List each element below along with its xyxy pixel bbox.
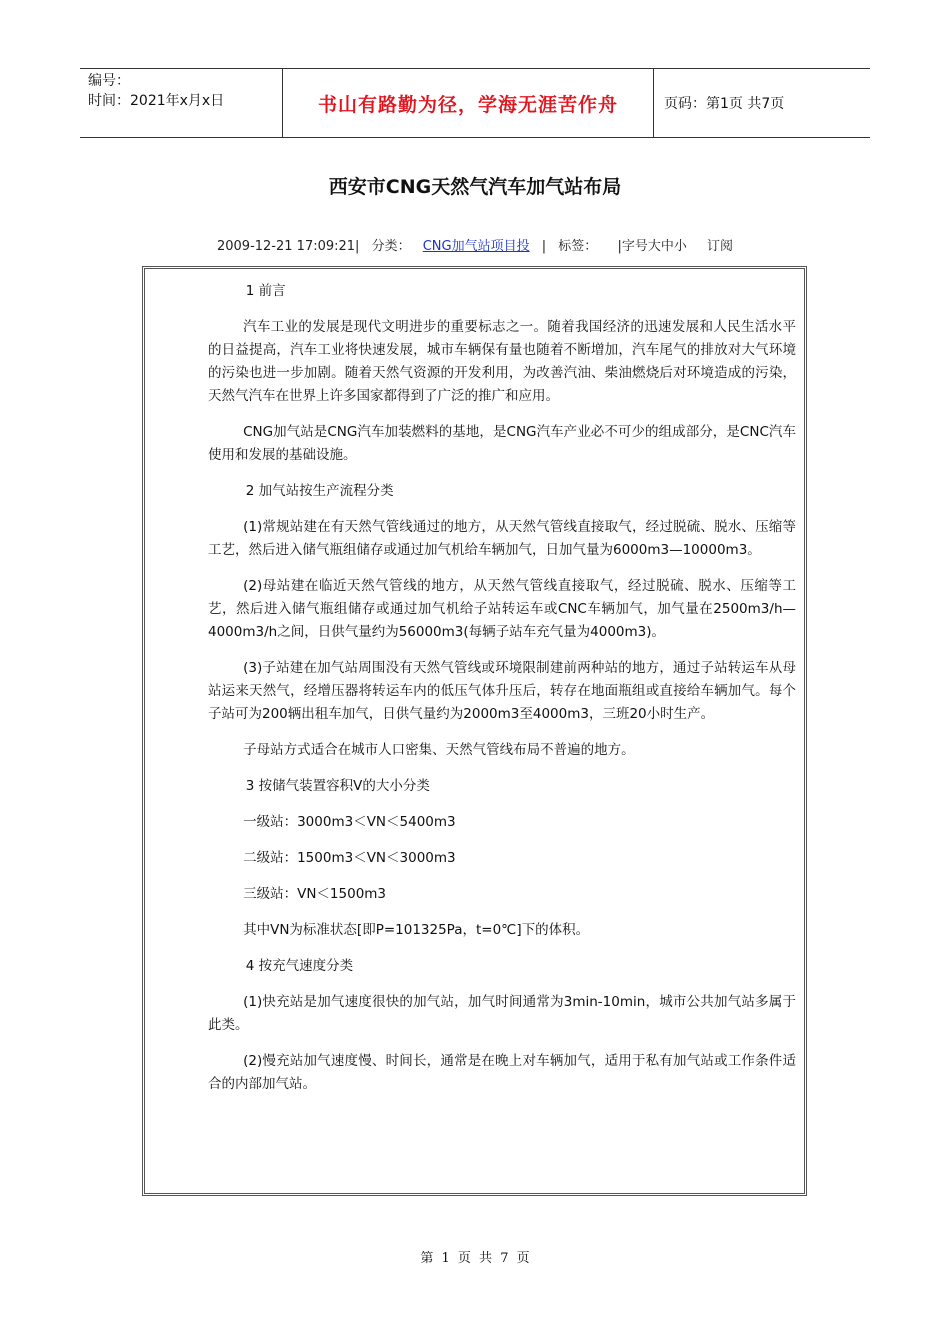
category-label: 分类：	[371, 239, 411, 254]
paragraph: (1)常规站建在有天然气管线通过的地方，从天然气管线直接取气，经过脱硫、脱水、压缩等工艺，然后进入储气瓶组储存或通过加气机给车辆加气，日加气量为6000m3—10000m3。	[208, 519, 796, 558]
page-number-cell	[654, 69, 870, 137]
category-link[interactable]: CNG加气站项目投	[422, 239, 530, 254]
page-footer: 第 1 页 共 7 页	[420, 1251, 530, 1266]
paragraph: 三级站：VN＜1500m3	[243, 886, 387, 902]
paragraph: (2)母站建在临近天然气管线的地方，从天然气管线直接取气，经过脱硫、脱水、压缩等工艺，然后进入储气瓶组储存或通过加气机给子站转运车或CNC车辆加气，加气量在2500m3/h—4000m3/h之间，日供气量约为56000m3(每辆子站车充气量为4000m3)。	[208, 578, 796, 640]
page-title: 西安市CNG天然气汽车加气站布局	[328, 176, 622, 198]
article-body	[208, 280, 796, 1109]
paragraph: (1)快充站是加气速度很快的加气站，加气时间通常为3min-10min，城市公共加气站多属于此类。	[208, 994, 796, 1033]
section-heading-2: 2 加气站按生产流程分类	[245, 483, 394, 499]
section-heading-3: 3 按储气装置容积V的大小分类	[245, 778, 430, 794]
paragraph: 其中VN为标准状态[即P=101325Pa，t=0℃]下的体积。	[243, 922, 590, 938]
post-datetime: 2009-12-21 17:09:21|	[216, 239, 360, 254]
tags-label: 标签：	[558, 239, 598, 254]
page-label: 页码：第1页 共7页	[664, 96, 785, 112]
paragraph: (2)慢充站加气速度慢、时间长，通常是在晚上对车辆加气，适用于私有加气站或工作条件适合的内部加气站。	[208, 1053, 796, 1092]
paragraph: 一级站：3000m3＜VN＜5400m3	[243, 814, 456, 830]
paragraph: 汽车工业的发展是现代文明进步的重要标志之一。随着我国经济的迅速发展和人民生活水平的日益提高，汽车工业将快速发展，城市车辆保有量也随着不断增加，汽车尾气的排放对大气环境的污染也进一步加剧。随着天然气资源的开发利用，为改善汽油、柴油燃烧后对环境造成的污染，天然气汽车在世界上许多国家都得到了广泛的推广和应用。	[208, 319, 796, 404]
paragraph: 二级站：1500m3＜VN＜3000m3	[243, 850, 456, 866]
article-meta	[0, 235, 950, 254]
header-info-cell	[80, 69, 282, 137]
paragraph: (3)子站建在加气站周围没有天然气管线或环境限制建前两种站的地方，通过子站转运车从母站运来天然气，经增压器将转运车内的低压气体升压后，转存在地面瓶组或直接给车辆加气。每个子站可为200辆出租车加气，日供气量约为2000m3至4000m3，三班20小时生产。	[208, 660, 796, 722]
meta-separator: |	[541, 239, 547, 254]
subscribe-link[interactable]: 订阅	[706, 239, 733, 254]
paragraph: CNG加气站是CNG汽车加装燃料的基地，是CNG汽车产业必不可少的组成部分，是CNC汽车使用和发展的基础设施。	[208, 424, 796, 463]
motto-cell	[282, 69, 654, 137]
paragraph: 子母站方式适合在城市人口密集、天然气管线布局不普遍的地方。	[243, 742, 635, 758]
section-heading-4: 4 按充气速度分类	[245, 958, 354, 974]
header-table	[80, 68, 870, 138]
font-size-control[interactable]: |字号大中小	[617, 239, 687, 254]
motto-text: 书山有路勤为径，学海无涯苦作舟	[317, 93, 618, 116]
time-label: 时间：2021年x月x日	[88, 93, 225, 109]
number-label: 编号：	[88, 73, 130, 89]
section-heading-1: 1 前言	[245, 283, 286, 299]
